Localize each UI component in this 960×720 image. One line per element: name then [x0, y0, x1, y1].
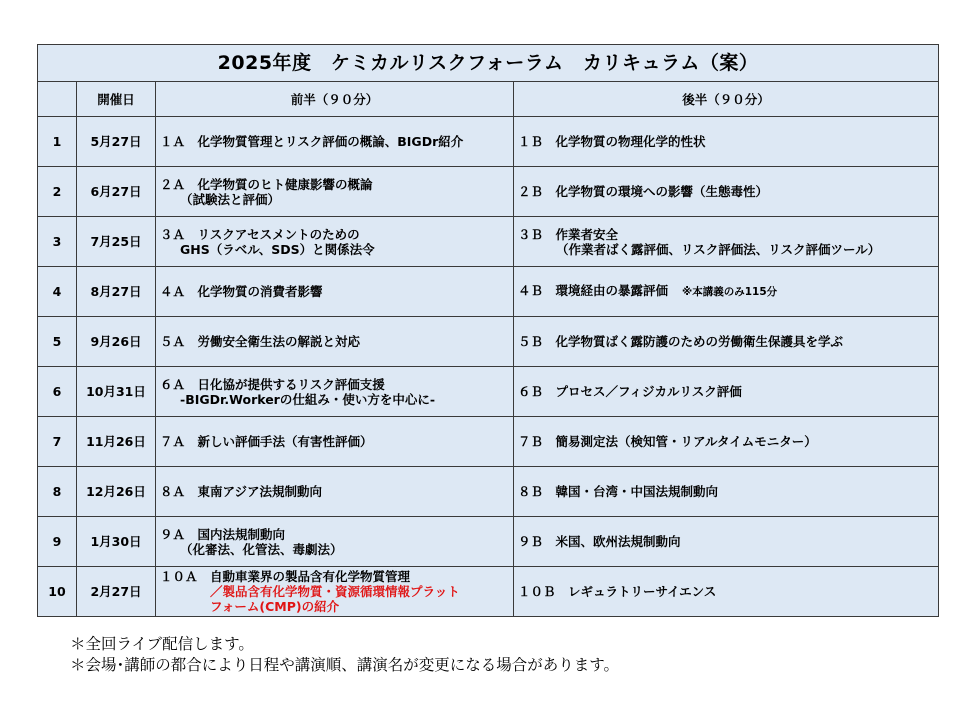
- second-half-topic: [514, 117, 939, 167]
- page-title: 2025年度 ケミカルリスクフォーラム カリキュラム（案）: [38, 45, 939, 82]
- table-row: [38, 167, 939, 217]
- first-half-topic: [156, 167, 514, 217]
- first-half-topic: [156, 467, 514, 517]
- second-half-topic: [514, 467, 939, 517]
- topic-line: ８Ｂ 韓国・台湾・中国法規制動向: [518, 484, 719, 499]
- first-half-topic: [156, 317, 514, 367]
- header-first-half: 前半（９０分）: [156, 82, 514, 117]
- topic-line: ４Ｂ 環境経由の暴露評価: [518, 283, 669, 298]
- title-row: [38, 45, 939, 82]
- table-row: [38, 317, 939, 367]
- topic-line: １０Ａ 自動車業界の製品含有化学物質管理: [160, 569, 411, 584]
- footnotes: [70, 634, 619, 676]
- footnote-schedule-change: ＊会場･講師の都合により日程や講演順、講演名が変更になる場合があります。: [70, 656, 620, 674]
- topic-subline: （試験法と評価）: [180, 191, 281, 207]
- topic-line: ８Ａ 東南アジア法規制動向: [160, 484, 323, 499]
- session-number: 9: [38, 517, 77, 567]
- table-row: [38, 267, 939, 317]
- first-half-topic: [156, 417, 514, 467]
- topic-line: ５Ａ 労働安全衛生法の解説と対応: [160, 334, 361, 349]
- session-number: 6: [38, 367, 77, 417]
- first-half-topic: [156, 567, 514, 617]
- topic-line: ４Ａ 化学物質の消費者影響: [160, 284, 323, 299]
- session-number: 8: [38, 467, 77, 517]
- second-half-topic: [514, 517, 939, 567]
- table-row: [38, 117, 939, 167]
- topic-line: ２Ｂ 化学物質の環境への影響（生態毒性）: [518, 184, 769, 199]
- table-row: [38, 217, 939, 267]
- session-number: 1: [38, 117, 77, 167]
- first-half-topic: [156, 217, 514, 267]
- topic-line: ３Ａ リスクアセスメントのための: [160, 226, 360, 242]
- second-half-topic: [514, 217, 939, 267]
- topic-subline: GHS（ラベル、SDS）と関係法令: [180, 241, 375, 257]
- session-date: 2月27日: [77, 567, 156, 617]
- session-number: 4: [38, 267, 77, 317]
- first-half-topic: [156, 517, 514, 567]
- session-date: 12月26日: [77, 467, 156, 517]
- table-row: [38, 567, 939, 617]
- second-half-topic: [514, 367, 939, 417]
- topic-line: １０Ｂ レギュラトリーサイエンス: [518, 584, 717, 599]
- table-row: [38, 467, 939, 517]
- header-date: 開催日: [77, 82, 156, 117]
- topic-subline: （作業者ばく露評価、リスク評価法、リスク評価ツール）: [556, 241, 881, 257]
- topic-subline-highlight: フォーム(CMP)の紹介: [210, 599, 340, 614]
- topic-line: ６Ｂ プロセス／フィジカルリスク評価: [518, 384, 742, 399]
- topic-subline-highlight: ／製品含有化学物質・資源循環情報プラット: [210, 584, 460, 599]
- topic-line: ５Ｂ 化学物質ばく露防護のための労働衛生保護具を学ぶ: [518, 334, 844, 349]
- session-date: 7月25日: [77, 217, 156, 267]
- first-half-topic: [156, 117, 514, 167]
- session-number: 2: [38, 167, 77, 217]
- session-date: 10月31日: [77, 367, 156, 417]
- duration-note: ※本講義のみ115分: [682, 286, 778, 298]
- session-date: 1月30日: [77, 517, 156, 567]
- table-row: [38, 517, 939, 567]
- topic-subline: （化審法、化管法、毒劇法）: [180, 541, 343, 557]
- topic-line: ３Ｂ 作業者安全: [518, 226, 619, 242]
- topic-line: ２Ａ 化学物質のヒト健康影響の概論: [160, 176, 373, 192]
- session-number: 5: [38, 317, 77, 367]
- header-no: [38, 82, 77, 117]
- topic-line: ７Ｂ 簡易測定法（検知管・リアルタイムモニター）: [518, 434, 817, 449]
- first-half-topic: [156, 367, 514, 417]
- first-half-topic: [156, 267, 514, 317]
- topic-line: １Ｂ 化学物質の物理化学的性状: [518, 134, 706, 149]
- table-row: [38, 417, 939, 467]
- header-second-half: 後半（９０分）: [514, 82, 939, 117]
- session-date: 5月27日: [77, 117, 156, 167]
- session-date: 9月26日: [77, 317, 156, 367]
- second-half-topic: [514, 317, 939, 367]
- topic-line: １Ａ 化学物質管理とリスク評価の概論、BIGDr紹介: [160, 134, 464, 149]
- session-number: 7: [38, 417, 77, 467]
- topic-line: ９Ａ 国内法規制動向: [160, 526, 286, 542]
- topic-line: ６Ａ 日化協が提供するリスク評価支援: [160, 376, 385, 392]
- topic-subline: -BIGDr.Workerの仕組み・使い方を中心に-: [180, 391, 436, 407]
- topic-line: ９Ｂ 米国、欧州法規制動向: [518, 534, 681, 549]
- second-half-topic: [514, 417, 939, 467]
- header-row: [38, 82, 939, 117]
- topic-line: ７Ａ 新しい評価手法（有害性評価）: [160, 434, 373, 449]
- second-half-topic: [514, 267, 939, 317]
- session-date: 8月27日: [77, 267, 156, 317]
- session-date: 6月27日: [77, 167, 156, 217]
- second-half-topic: [514, 167, 939, 217]
- curriculum-table: [37, 44, 939, 617]
- second-half-topic: [514, 567, 939, 617]
- session-number: 3: [38, 217, 77, 267]
- table-row: [38, 367, 939, 417]
- session-number: 10: [38, 567, 77, 617]
- footnote-live-stream: ＊全回ライブ配信します。: [70, 635, 254, 653]
- session-date: 11月26日: [77, 417, 156, 467]
